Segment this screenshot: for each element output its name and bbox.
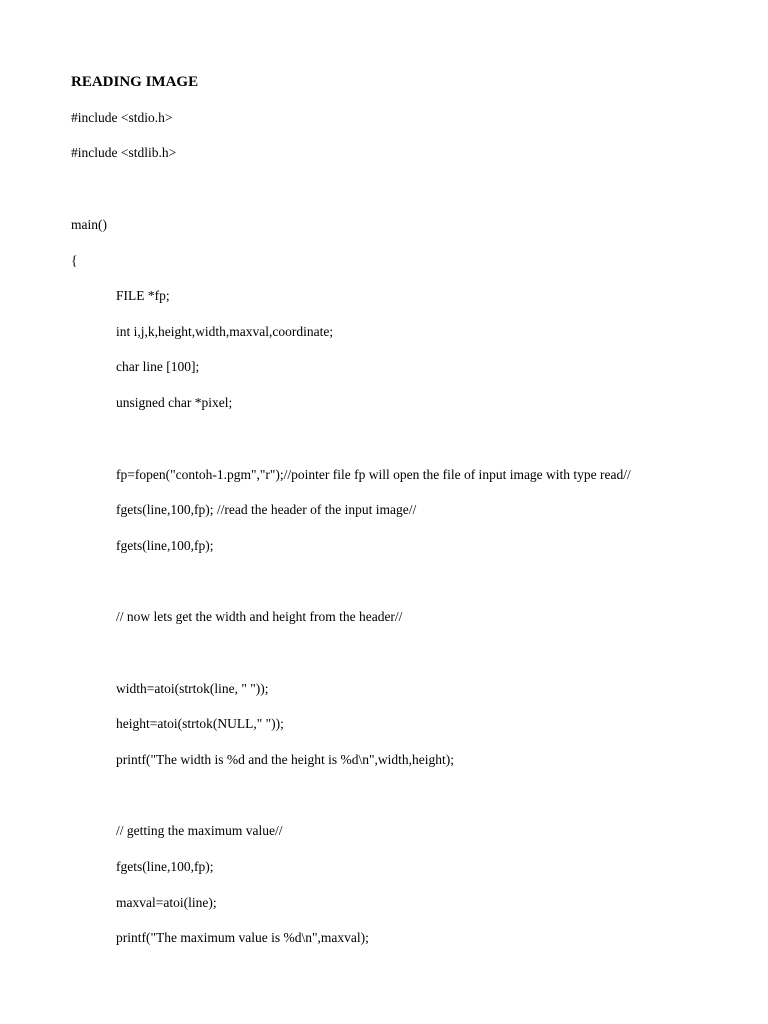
code-line-maxval-assign: maxval=atoi(line);	[116, 895, 217, 910]
code-line-fopen: fp=fopen("contoh-1.pgm","r");//pointer file fp will open the file of input image with type read//	[116, 467, 631, 482]
code-line-include-stdlib: #include <stdlib.h>	[71, 145, 177, 160]
code-line-open-brace: {	[71, 253, 78, 268]
code-line-int-declarations: int i,j,k,height,width,maxval,coordinate;	[116, 324, 334, 339]
code-line-pixel-pointer: unsigned char *pixel;	[116, 395, 233, 410]
code-line-fgets-header: fgets(line,100,fp); //read the header of the input image//	[116, 502, 417, 517]
code-line-char-line: char line [100];	[116, 359, 200, 374]
code-line-fgets: fgets(line,100,fp);	[116, 538, 214, 553]
code-line-height-assign: height=atoi(strtok(NULL," "));	[116, 716, 284, 731]
code-line-printf-maxval: printf("The maximum value is %d\n",maxval);	[116, 930, 369, 945]
code-line-include-stdio: #include <stdio.h>	[71, 110, 173, 125]
code-line-fgets-maxval: fgets(line,100,fp);	[116, 859, 214, 874]
code-line-comment-width-height: // now lets get the width and height from the header//	[116, 609, 403, 624]
code-line-printf-dimensions: printf("The width is %d and the height is %d\n",width,height);	[116, 752, 454, 767]
code-line-comment-max-value: // getting the maximum value//	[116, 823, 283, 838]
code-line-main: main()	[71, 217, 107, 232]
code-line-width-assign: width=atoi(strtok(line, " "));	[116, 681, 269, 696]
document-title: READING IMAGE	[71, 74, 199, 90]
code-line-file-pointer: FILE *fp;	[116, 288, 170, 303]
